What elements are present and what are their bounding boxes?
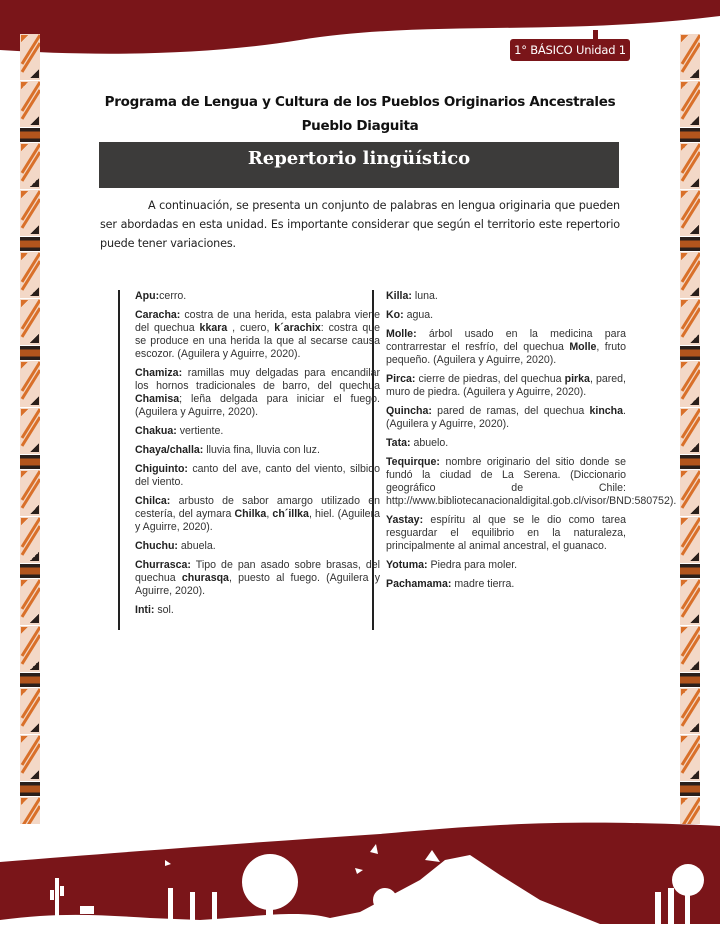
- right-decorative-border: [680, 34, 700, 824]
- diaguita-pattern-icon: [20, 143, 40, 189]
- diaguita-pattern-icon: [20, 735, 40, 781]
- glossary-entry: [386, 514, 626, 553]
- document-header: [100, 92, 620, 136]
- glossary-term: Yastay:: [386, 514, 424, 526]
- diaguita-pattern-icon: [680, 252, 700, 298]
- glossary-definition: : costra que se produce en una herida la que al secarse causa escozor. (Aguilera y Aguirre, 2020).: [135, 322, 381, 360]
- diaguita-pattern-icon: [20, 34, 40, 80]
- diaguita-pattern-icon: [20, 579, 40, 625]
- glossary-definition: árbol usado en la medicina para contrarrestar el resfrío, del quechua: [386, 328, 626, 353]
- diaguita-pattern-icon: [20, 299, 40, 345]
- glossary-term: Caracha:: [135, 309, 181, 321]
- glossary-term: Chamisa: [135, 393, 180, 405]
- glossary-entry: [135, 604, 380, 617]
- glossary-entry: [135, 425, 380, 438]
- border-band: [20, 564, 40, 578]
- border-band: [680, 673, 700, 687]
- glossary-definition: , hiel. (Aguilera y Aguirre, 2020).: [135, 508, 380, 533]
- glossary-entry: [135, 559, 380, 598]
- glossary-term: Apu:: [135, 290, 160, 302]
- intro-paragraph: A continuación, se presenta un conjunto de palabras en lengua originaria que pueden ser abordadas en esta unidad. Es importante considerar que según el territorio este repertorio puede tener variaciones.: [100, 199, 620, 250]
- glossary-entry: [135, 495, 380, 534]
- glossary-term: Pachamama:: [386, 578, 452, 590]
- border-band: [20, 237, 40, 251]
- diaguita-pattern-icon: [680, 579, 700, 625]
- glossary-entry: [135, 290, 380, 303]
- diaguita-pattern-icon: [680, 34, 700, 80]
- glossary-term: Chilca:: [135, 495, 171, 507]
- glossary-entry: [135, 540, 380, 553]
- diaguita-pattern-icon: [20, 626, 40, 672]
- glossary-term: churasqa: [181, 572, 229, 584]
- diaguita-pattern-icon: [680, 299, 700, 345]
- glossary-definition: nombre originario del sitio donde se fundó la ciudad de La Serena. (Diccionario geográfico de Chile: http://www.bibliotecanacionaldigital.gob.cl/visor/BND:580752).: [386, 456, 677, 507]
- diaguita-pattern-icon: [20, 470, 40, 516]
- border-band: [20, 346, 40, 360]
- diaguita-pattern-icon: [20, 408, 40, 454]
- border-band: [680, 564, 700, 578]
- diaguita-pattern-icon: [20, 517, 40, 563]
- border-band: [680, 128, 700, 142]
- diaguita-pattern-icon: [680, 688, 700, 734]
- glossary-definition: agua.: [403, 309, 434, 321]
- diaguita-pattern-icon: [20, 688, 40, 734]
- glossary-term: Tata:: [386, 437, 411, 449]
- glossary-entry: [135, 463, 380, 489]
- glossary-term: Inti:: [135, 604, 155, 616]
- glossary-column-left: [118, 290, 380, 630]
- glossary-term: k´arachix: [274, 322, 321, 334]
- glossary-term: Molle: [569, 341, 597, 353]
- program-title: Programa de Lengua y Cultura de los Pueblos Originarios Ancestrales: [104, 94, 616, 110]
- glossary-definition: ramillas muy delgadas para encandilar los hornos tradicionales de barro, del quechua: [135, 367, 380, 392]
- diaguita-pattern-icon: [680, 81, 700, 127]
- glossary-definition: pared de ramas, del quechua: [431, 405, 590, 417]
- glossary-entry: [386, 456, 677, 508]
- glossary-term: Chilka: [234, 508, 267, 520]
- glossary-definition: vertiente.: [176, 425, 224, 437]
- border-band: [20, 673, 40, 687]
- glossary-term: Tequirque:: [386, 456, 440, 468]
- left-decorative-border: [20, 34, 40, 824]
- section-title: Repertorio lingüístico: [99, 142, 619, 188]
- diaguita-pattern-icon: [20, 81, 40, 127]
- diaguita-pattern-icon: [680, 735, 700, 781]
- glossary-term: Molle:: [386, 328, 417, 340]
- diaguita-pattern-icon: [680, 517, 700, 563]
- glossary-definition: abuela.: [177, 540, 216, 552]
- glossary-entry: [386, 437, 626, 450]
- glossary-definition: , fruto pequeño. (Aguilera y Aguirre, 2020).: [386, 341, 627, 366]
- diaguita-pattern-icon: [20, 361, 40, 407]
- glossary-term: Chuchu:: [135, 540, 178, 552]
- glossary-definition: espíritu al que se le dio como tarea resguardar el equilibrio en la naturaleza, principalmente al animal ancestral, el guanaco.: [386, 514, 626, 552]
- glossary-term: Yotuma:: [386, 559, 428, 571]
- glossary-definition: , cuero,: [227, 322, 275, 334]
- glossary-term: ch´illka: [272, 508, 309, 520]
- grade-unit-badge: 1° BÁSICO Unidad 1: [510, 39, 630, 61]
- people-title: Pueblo Diaguita: [301, 118, 419, 134]
- glossary-definition: , puesto al fuego. (Aguilera y Aguirre, 2020).: [135, 572, 381, 597]
- glossary-term: kkara: [199, 322, 228, 334]
- diaguita-pattern-icon: [680, 143, 700, 189]
- glossary-term: Churrasca:: [135, 559, 191, 571]
- glossary-definition: ; leña delgada para iniciar el fuego. (Aguilera y Aguirre, 2020).: [135, 393, 380, 418]
- glossary-definition: ,: [266, 508, 273, 520]
- diaguita-pattern-icon: [680, 626, 700, 672]
- glossary-definition: Piedra para moler.: [427, 559, 518, 571]
- glossary-entry: [386, 290, 626, 303]
- glossary-column-right: [372, 290, 677, 630]
- glossary-term: Pirca:: [386, 373, 416, 385]
- glossary-definition: cierre de piedras, del quechua: [415, 373, 565, 385]
- glossary-term: Chakua:: [135, 425, 177, 437]
- glossary-entry: [386, 309, 626, 322]
- border-band: [680, 237, 700, 251]
- glossary-entry: [135, 367, 380, 419]
- diaguita-pattern-icon: [680, 190, 700, 236]
- diaguita-pattern-icon: [680, 408, 700, 454]
- glossary-term: kincha: [589, 405, 624, 417]
- glossary-term: Ko:: [386, 309, 404, 321]
- glossary-term: Chiguinto:: [135, 463, 188, 475]
- border-band: [20, 128, 40, 142]
- border-band: [680, 455, 700, 469]
- glossary-definition: canto del ave, canto del viento, silbido del viento.: [135, 463, 380, 488]
- glossary-term: Killa:: [386, 290, 412, 302]
- glossary-entry: [135, 309, 380, 361]
- glossary-entry: [386, 578, 626, 591]
- glossary-definition: costra de una herida, esta palabra viene del quechua: [135, 309, 380, 334]
- glossary-term: pirka: [564, 373, 590, 385]
- diaguita-pattern-icon: [680, 361, 700, 407]
- glossary-definition: cerro.: [159, 290, 187, 302]
- glossary-term: Chamiza:: [135, 367, 183, 379]
- border-band: [680, 782, 700, 796]
- glossary-definition: arbusto de sabor amargo utilizado en cestería, del aymara: [135, 495, 380, 520]
- border-band: [680, 346, 700, 360]
- glossary-definition: Tipo de pan asado sobre brasas, del quechua: [135, 559, 380, 584]
- glossary-definition: . (Aguilera y Aguirre, 2020).: [386, 405, 626, 430]
- glossary: [118, 290, 677, 630]
- border-band: [20, 782, 40, 796]
- glossary-definition: luna.: [411, 290, 438, 302]
- glossary-entry: [135, 444, 380, 457]
- glossary-term: Quincha:: [386, 405, 432, 417]
- diaguita-pattern-icon: [20, 190, 40, 236]
- glossary-definition: abuelo.: [410, 437, 449, 449]
- diaguita-pattern-icon: [680, 470, 700, 516]
- glossary-entry: [386, 373, 626, 399]
- border-band: [20, 455, 40, 469]
- glossary-entry: [386, 559, 626, 572]
- glossary-entry: [386, 328, 626, 367]
- glossary-definition: madre tierra.: [451, 578, 515, 590]
- landscape-silhouette-icon: [0, 820, 720, 932]
- glossary-definition: lluvia fina, lluvia con luz.: [203, 444, 320, 456]
- diaguita-pattern-icon: [20, 252, 40, 298]
- glossary-definition: , pared, muro de piedra. (Aguilera y Aguirre, 2020).: [386, 373, 626, 398]
- glossary-entry: [386, 405, 626, 431]
- glossary-term: Chaya/challa:: [135, 444, 204, 456]
- glossary-definition: sol.: [154, 604, 174, 616]
